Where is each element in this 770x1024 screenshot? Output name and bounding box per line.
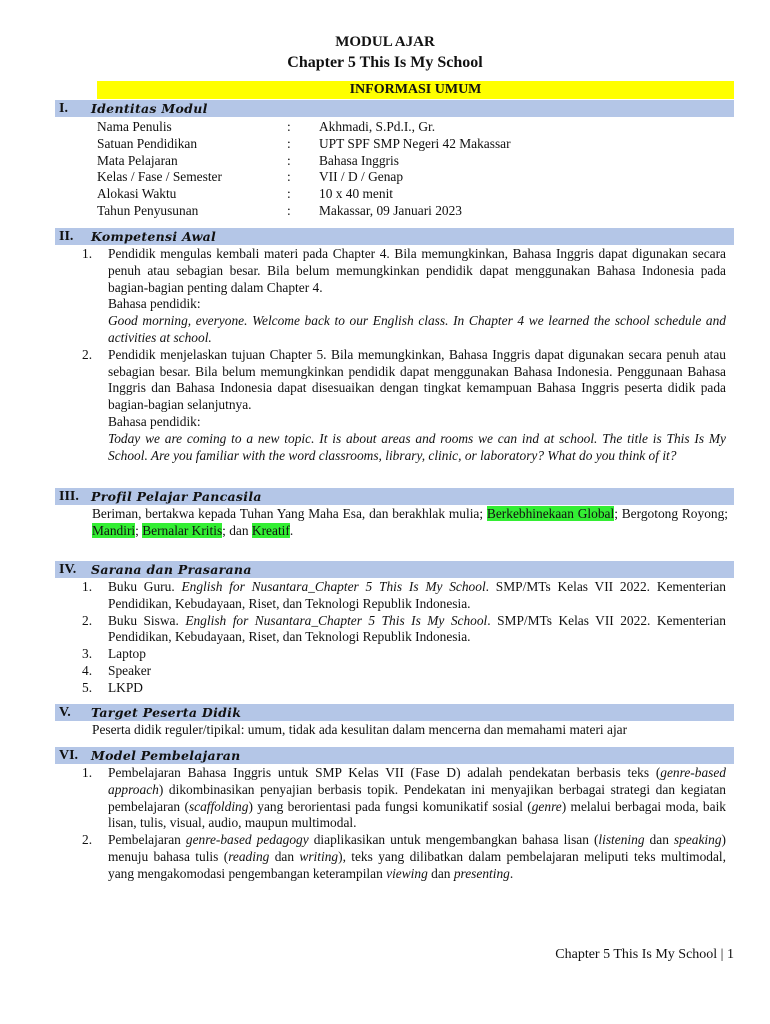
identity-label: Kelas / Fase / Semester — [97, 169, 222, 184]
profil-segment: . — [289, 522, 294, 538]
profil-segment: ; — [135, 522, 143, 538]
section-title: Profil Pelajar Pancasila — [91, 489, 262, 504]
section-number: III. — [59, 489, 79, 504]
highlight-mandiri: Mandiri — [92, 522, 136, 538]
item-text: dan — [644, 832, 674, 848]
identity-label: Nama Penulis — [97, 119, 172, 134]
list-item — [82, 579, 726, 613]
section-header-profil — [55, 488, 734, 505]
identity-colon: : — [287, 119, 291, 134]
highlight-bernalar-kritis: Bernalar Kritis — [142, 522, 223, 538]
identity-value: Bahasa Inggris — [319, 153, 399, 168]
list-item — [82, 680, 726, 697]
list-item — [82, 663, 726, 680]
item-text: Buku Guru. — [108, 579, 182, 594]
identity-colon: : — [287, 186, 291, 201]
model-list — [82, 765, 726, 883]
identity-label: Mata Pelajaran — [97, 153, 178, 168]
item-text: Buku Siswa. — [108, 612, 186, 628]
list-item — [82, 832, 726, 882]
item-text: ) yang berorientasi pada fungsi komunikatif sosial ( — [248, 798, 532, 814]
teacher-quote: Good morning, everyone. Welcome back to our English class. In Chapter 4 we learned the school schedule and activities at school. — [108, 313, 726, 345]
list-item — [82, 646, 726, 663]
italic-term: presenting — [453, 865, 510, 881]
teacher-quote: Today we are coming to a new topic. It is about areas and rooms we can ind at school. The title is This Is My School. Are you familiar with the word classrooms, library, clinic, or laboratory? What do you think of it? — [108, 430, 726, 463]
item-text: Pendidik mengulas kembali materi pada Chapter 4. Bila memungkinkan, Bahasa Inggris dapat digunakan secara penuh atau sebagian besar. Bila belum memungkinkan pendidik dapat menggunakan Bahasa Indonesia pada bagian-bagian penting dalam Chapter 4. — [108, 246, 726, 295]
item-number: 3. — [82, 646, 93, 662]
profil-segment: ; dan — [222, 522, 252, 538]
sarana-list — [82, 579, 726, 697]
item-text: Laptop — [108, 646, 146, 662]
identity-colon: : — [287, 136, 291, 151]
identity-colon: : — [287, 169, 291, 184]
target-text: Peserta didik reguler/tipikal: umum, tidak ada kesulitan dalam mencerna dan memahami materi ajar — [92, 722, 628, 737]
item-text: ), teks yang dilibatkan dalam pembelajaran meliputi teks multimodal, yang mengakomodasi pengembangan keterampilan — [108, 848, 727, 881]
document-title: MODUL AJAR — [335, 34, 435, 50]
item-number: 4. — [82, 662, 93, 678]
section-number: I. — [59, 101, 68, 116]
identity-label: Satuan Pendidikan — [97, 136, 198, 151]
section-header-kompetensi — [55, 228, 734, 245]
italic-term: genre-based approach — [108, 765, 726, 797]
teacher-language-label: Bahasa pendidik: — [108, 296, 201, 312]
item-text: . SMP/MTs Kelas VII 2022. Kementerian Pendidikan, Kebudayaan, Riset, dan Teknologi Republik Indonesia. — [108, 579, 726, 611]
profil-text — [92, 506, 728, 540]
italic-term: genre-based pedagogy — [185, 832, 309, 848]
document-subtitle: Chapter 5 This Is My School — [287, 54, 483, 71]
list-item — [82, 246, 726, 347]
item-text: LKPD — [108, 679, 143, 695]
item-text: ) melalui berbagai moda, baik lisan, tulis, visual, audio, maupun multimodal. — [108, 798, 726, 831]
item-text: . SMP/MTs Kelas VII 2022. Kementerian Pendidikan, Kebudayaan, Riset, dan Teknologi Republik Indonesia. — [108, 612, 726, 645]
item-number: 1. — [82, 765, 93, 780]
section-header-identitas — [55, 100, 734, 117]
section-title: Kompetensi Awal — [91, 229, 217, 244]
section-number: IV. — [59, 562, 77, 577]
highlight-berkebhinekaan: Berkebhinekaan Global — [486, 506, 615, 521]
section-number: VI. — [59, 748, 79, 763]
item-text: Pembelajaran Bahasa Inggris untuk SMP Kelas VII (Fase D) adalah pendekatan berbasis teks ( — [108, 765, 661, 780]
section-header-model — [55, 747, 734, 764]
identity-label: Alokasi Waktu — [97, 186, 177, 201]
list-item — [82, 347, 726, 465]
italic-term: reading — [228, 848, 270, 864]
item-text: dan — [427, 865, 454, 881]
item-number: 5. — [82, 679, 93, 695]
italic-term: viewing — [386, 865, 428, 881]
item-number: 2. — [82, 346, 93, 362]
italic-term: speaking — [673, 832, 722, 848]
teacher-language-label: Bahasa pendidik: — [108, 413, 201, 429]
section-header-target — [55, 704, 734, 721]
italic-term: writing — [299, 848, 339, 864]
section-number: II. — [59, 229, 74, 244]
section-number: V. — [59, 705, 71, 720]
section-title: Identitas Modul — [91, 101, 208, 116]
kompetensi-list — [82, 246, 726, 464]
item-text: ) menuju bahasa tulis ( — [108, 832, 726, 864]
section-title: Sarana dan Prasarana — [91, 562, 252, 577]
identity-value: 10 x 40 menit — [319, 186, 394, 201]
book-title: English for Nusantara_Chapter 5 This Is My School — [185, 612, 488, 628]
section-header-sarana — [55, 561, 734, 578]
highlight-kreatif: Kreatif — [251, 522, 290, 538]
italic-term: genre — [531, 798, 562, 814]
info-bar: INFORMASI UMUM — [97, 81, 734, 99]
list-item — [82, 765, 726, 832]
identity-value: VII / D / Genap — [319, 169, 404, 184]
section-title: Model Pembelajaran — [91, 748, 241, 763]
identity-colon: : — [287, 203, 291, 218]
profil-segment: Beriman, bertakwa kepada Tuhan Yang Maha Esa, dan berakhlak mulia; — [92, 506, 487, 521]
item-text: ) dikombinasikan penyajian berbasis topik. Pendekatan ini menyajikan berbagai strategi dan kegiatan pembelajaran ( — [108, 781, 726, 814]
book-title: English for Nusantara_Chapter 5 This Is My School — [181, 579, 486, 594]
identity-colon: : — [287, 153, 291, 168]
item-text: dan — [269, 848, 300, 864]
profil-segment: ; Bergotong Royong; — [614, 506, 729, 521]
item-number: 1. — [82, 246, 93, 261]
identity-value: Makassar, 09 Januari 2023 — [319, 203, 463, 218]
item-number: 2. — [82, 612, 93, 628]
item-text: . — [509, 865, 514, 881]
item-text: Speaker — [108, 662, 152, 678]
item-text: diaplikasikan untuk mengembangkan bahasa lisan ( — [308, 832, 599, 848]
identity-value: UPT SPF SMP Negeri 42 Makassar — [319, 136, 511, 151]
item-number: 1. — [82, 579, 93, 594]
item-text: Pendidik menjelaskan tujuan Chapter 5. Bila memungkinkan, Bahasa Inggris dapat digunakan secara penuh atau sebagian besar. Bila belum memungkinkan pendidik dapat menggunakan Bahasa Indonesia. Penggunaan Bahasa Inggris dan Bahasa Indonesia dapat disesuaikan dengan tingkat kemampuan Bahasa Inggris peserta didik pada bagian-bagian selanjutnya. — [108, 346, 726, 413]
italic-term: scaffolding — [188, 798, 249, 814]
list-item — [82, 613, 726, 647]
item-number: 2. — [82, 832, 93, 848]
identity-value: Akhmadi, S.Pd.I., Gr. — [319, 119, 436, 134]
italic-term: listening — [598, 832, 645, 848]
page-footer: Chapter 5 This Is My School | 1 — [555, 947, 734, 962]
identity-label: Tahun Penyusunan — [97, 203, 199, 218]
section-title: Target Peserta Didik — [91, 705, 242, 720]
item-text: Pembelajaran — [108, 832, 186, 848]
